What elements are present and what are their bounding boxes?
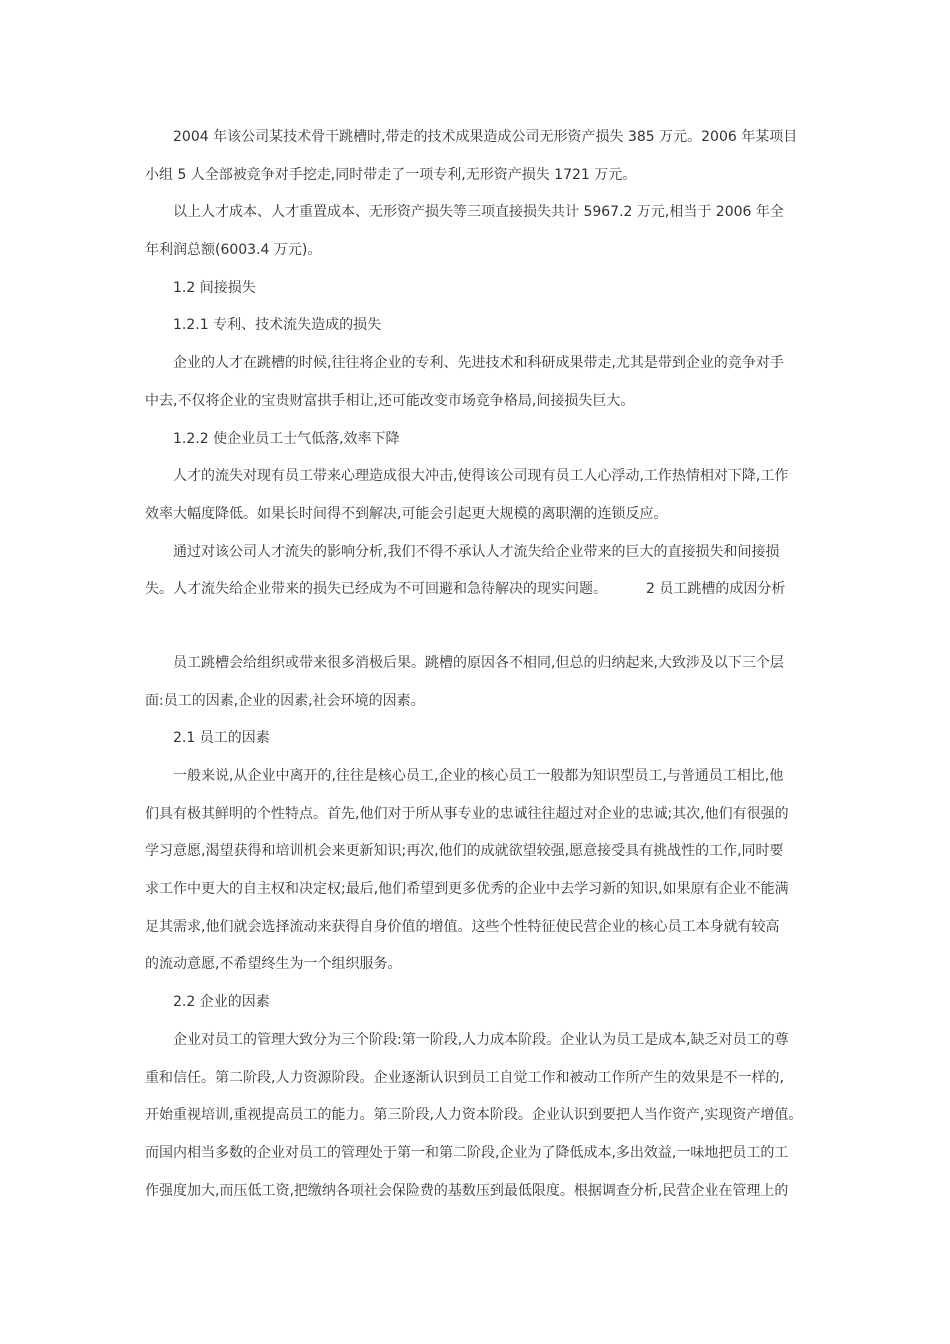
paragraph-line: [145, 575, 825, 613]
paragraph-line: 足其需求,他们就会选择流动来获得自身价值的增值。这些个性特征使民营企业的核心员工本身就有较高: [145, 918, 780, 935]
paragraph-line: 企业对员工的管理大致分为三个阶段:第一阶段,人力成本阶段。企业认为员工是成本,缺乏对员工的尊: [173, 1031, 789, 1048]
paragraph-line: 重和信任。第二阶段,人力资源阶段。企业逐渐认识到员工自觉工作和被动工作所产生的效果是不一样的,: [145, 1069, 784, 1086]
paragraph-line: 年利润总额(6003.4 万元)。: [145, 242, 322, 259]
paragraph-line: 员工跳槽会给组织或带来很多消极后果。跳槽的原因各不相同,但总的归纳起来,大致涉及以下三个层: [173, 654, 784, 671]
paragraph-line: 求工作中更大的自主权和决定权;最后,他们希望到更多优秀的企业中去学习新的知识,如果原有企业不能满: [145, 881, 789, 898]
subsection-heading: 1.2.2 使企业员工士气低落,效率下降: [173, 430, 400, 447]
section-heading: 1.2 间接损失: [173, 279, 256, 296]
paragraph-line: 通过对该公司人才流失的影响分析,我们不得不承认人才流失给企业带来的巨大的直接损失和间接损: [173, 543, 780, 560]
paragraph-line: 以上人才成本、人才重置成本、无形资产损失等三项直接损失共计 5967.2 万元,相当于 2006 年全: [173, 204, 784, 221]
section-heading: 2.1 员工的因素: [173, 730, 270, 747]
blank-gap: [145, 613, 825, 649]
paragraph-line: 而国内相当多数的企业对员工的管理处于第一和第二阶段,企业为了降低成本,多出效益,一味地把员工的工: [145, 1144, 789, 1161]
paragraph-line: 作强度加大,而压低工资,把缴纳各项社会保险费的基数压到最低限度。根据调查分析,民营企业在管理上的: [145, 1182, 789, 1199]
paragraph-line: 效率大幅度降低。如果长时间得不到解决,可能会引起更大规模的离职潮的连锁反应。: [145, 505, 668, 522]
paragraph-line: 面:员工的因素,企业的因素,社会环境的因素。: [145, 692, 425, 709]
paragraph-line: 小组 5 人全部被竞争对手挖走,同时带走了一项专利,无形资产损失 1721 万元。: [145, 166, 637, 183]
paragraph-line: 的流动意愿,不希望终生为一个组织服务。: [145, 956, 402, 973]
chapter-heading: 2 员工跳槽的成因分析: [646, 581, 786, 598]
section-heading: 2.2 企业的因素: [173, 994, 270, 1011]
document-body: [145, 123, 825, 1214]
paragraph-line: 人才的流失对现有员工带来心理造成很大冲击,使得该公司现有员工人心浮动,工作热情相对下降,工作: [173, 468, 789, 485]
paragraph-line: 一般来说,从企业中离开的,往往是核心员工,企业的核心员工一般都为知识型员工,与普通员工相比,他: [173, 768, 784, 784]
paragraph-line: 中去,不仅将企业的宝贵财富拱手相让,还可能改变市场竞争格局,间接损失巨大。: [145, 392, 635, 409]
subsection-heading: 1.2.1 专利、技术流失造成的损失: [173, 317, 382, 334]
paragraph-line: 2004 年该公司某技术骨干跳槽时,带走的技术成果造成公司无形资产损失 385 万元。2006 年某项目: [173, 129, 798, 145]
paragraph-line: 企业的人才在跳槽的时候,往往将企业的专利、先进技术和科研成果带走,尤其是带到企业的竞争对手: [173, 355, 784, 372]
paragraph-line: 们具有极其鲜明的个性特点。首先,他们对于所从事专业的忠诚往往超过对企业的忠诚;其次,他们有很强的: [145, 805, 789, 822]
paragraph-line: 开始重视培训,重视提高员工的能力。第三阶段,人力资本阶段。企业认识到要把人当作资产,实现资产增值。: [145, 1107, 803, 1124]
paragraph-text: 失。人才流失给企业带来的损失已经成为不可回避和急待解决的现实问题。: [145, 581, 607, 598]
paragraph-line: 学习意愿,渴望获得和培训机会来更新知识;再次,他们的成就欲望较强,愿意接受具有挑战性的工作,同时要: [145, 843, 784, 860]
